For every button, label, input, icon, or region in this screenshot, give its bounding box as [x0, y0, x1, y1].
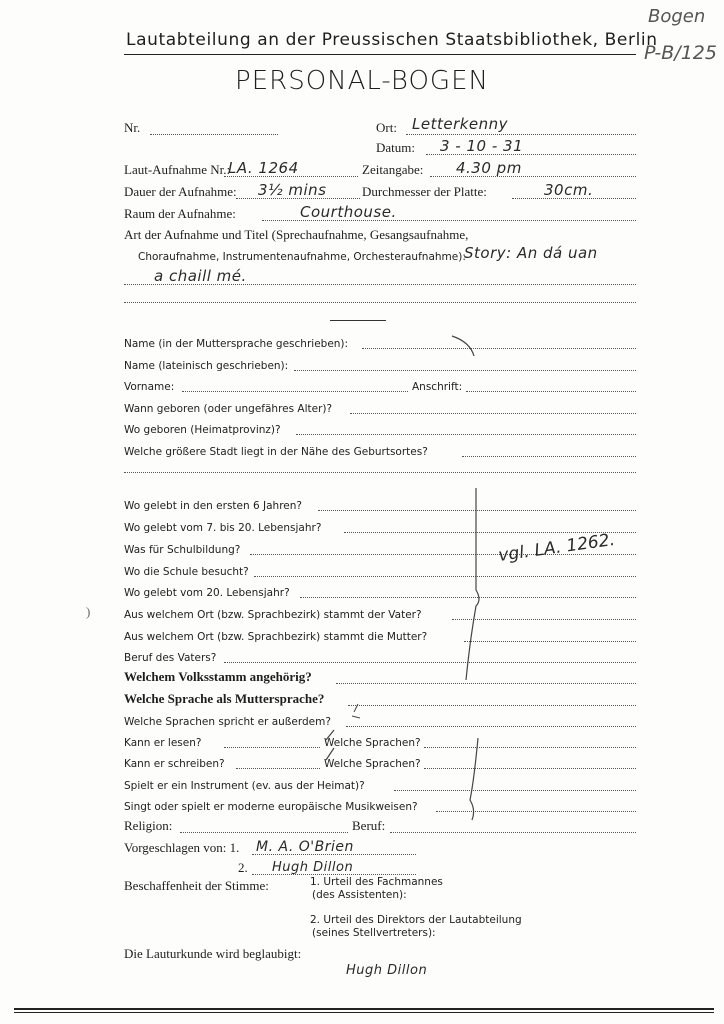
art-value-line1: Story: An dá uan — [464, 244, 598, 262]
schule-label: Wo die Schule besucht? — [124, 566, 249, 578]
vorname-label: Vorname: — [124, 381, 175, 393]
muttersprache-label: Welche Sprache als Muttersprache? — [124, 691, 325, 706]
vorgeschlagen-2-value: Hugh Dillon — [272, 860, 354, 875]
urteil1-line1: 1. Urteil des Fachmannes — [310, 876, 443, 888]
pencil-brace-lower — [470, 738, 478, 820]
stadt-label: Welche größere Stadt liegt in der Nähe des Geburtsortes? — [124, 446, 428, 458]
welche1-label: Welche Sprachen? — [324, 737, 421, 749]
vorgeschlagen-2-number: 2. — [238, 860, 248, 875]
zeit-value: 4.30 pm — [456, 159, 522, 177]
volksstamm-label: Welchem Volksstamm angehörig? — [124, 669, 312, 684]
vorgeschlagen-1-value: M. A. O'Brien — [256, 839, 354, 855]
datum-value: 3 - 10 - 31 — [440, 137, 524, 155]
durch-label: Durchmesser der Platte: — [362, 184, 487, 199]
art-value-line2: a chaill mé. — [154, 267, 247, 285]
beruf-label: Beruf: — [352, 818, 386, 833]
archive-note-line1: Bogen — [648, 6, 706, 27]
urteil2-line1: 2. Urteil des Direktors der Lautabteilung — [310, 914, 522, 926]
ort-value: Letterkenny — [412, 115, 509, 133]
nr-label: Nr. — [124, 120, 141, 135]
gelebt-7-20-label: Wo gelebt vom 7. bis 20. Lebensjahr? — [124, 522, 322, 534]
form-title: PERSONAL-BOGEN — [235, 66, 489, 96]
geboren-wann-label: Wann geboren (oder ungefähres Alter)? — [124, 403, 333, 415]
instrument-label: Spielt er ein Instrument (ev. aus der Heimat)? — [124, 780, 365, 792]
anschrift-label: Anschrift: — [412, 381, 463, 393]
name-latein-label: Name (lateinisch geschrieben): — [124, 360, 289, 372]
geboren-wo-label: Wo geboren (Heimatprovinz)? — [124, 424, 281, 436]
laut-value: LA. 1264 — [228, 159, 299, 177]
gelebt-6-label: Wo gelebt in den ersten 6 Jahren? — [124, 500, 302, 512]
pencil-tick-2 — [326, 748, 334, 760]
ort-vater-label: Aus welchem Ort (bzw. Sprachbezirk) stammt der Vater? — [124, 609, 422, 621]
bottom-frame-line — [14, 1008, 714, 1010]
vorgeschlagen-label: Vorgeschlagen von: 1. — [124, 840, 240, 855]
urteil1-line2: (des Assistenten): — [312, 889, 407, 901]
art-label-line1: Art der Aufnahme und Titel (Sprechaufnahme, Gesangsaufnahme, — [124, 227, 469, 242]
beruf-vater-label: Beruf des Vaters? — [124, 652, 217, 664]
dauer-value: 3½ mins — [258, 181, 327, 199]
pencil-brace-upper — [466, 488, 479, 680]
urteil2-line2: (seines Stellvertreters): — [312, 927, 436, 939]
institution-header: Lautabteilung an der Preussischen Staatsbibliothek, Berlin — [126, 30, 658, 50]
lesen-label: Kann er lesen? — [124, 737, 202, 749]
beglaubigt-label: Die Lauturkunde wird beglaubigt: — [124, 946, 302, 961]
gelebt-20-label: Wo gelebt vom 20. Lebensjahr? — [124, 587, 290, 599]
archive-note-line2: P-B/125 — [644, 42, 717, 64]
ort-label: Ort: — [376, 120, 397, 135]
raum-value: Courthouse. — [300, 203, 397, 221]
musik-label: Singt oder spielt er moderne europäische Musikweisen? — [124, 801, 418, 813]
pencil-hook-stroke — [452, 336, 474, 356]
welche2-label: Welche Sprachen? — [324, 758, 421, 770]
schulbildung-label: Was für Schulbildung? — [124, 544, 241, 556]
religion-label: Religion: — [124, 818, 173, 833]
pencil-tick-1 — [326, 730, 334, 740]
ort-mutter-label: Aus welchem Ort (bzw. Sprachbezirk) stammt die Mutter? — [124, 631, 428, 643]
name-mutter-label: Name (in der Muttersprache geschrieben): — [124, 338, 349, 350]
durch-value: 30cm. — [544, 181, 594, 199]
laut-label: Laut-Aufnahme Nr.: — [124, 162, 231, 177]
art-label-line2: Choraufnahme, Instrumentenaufnahme, Orchesteraufnahme): — [138, 251, 466, 263]
sprachen-label: Welche Sprachen spricht er außerdem? — [124, 716, 331, 728]
margin-mark: ) — [86, 604, 91, 619]
bottom-frame-line-2 — [14, 1012, 714, 1013]
raum-label: Raum der Aufnahme: — [124, 206, 236, 221]
cross-reference-note: vgl. LA. 1262. — [497, 529, 617, 566]
stimme-label: Beschaffenheit der Stimme: — [124, 878, 269, 893]
schreiben-label: Kann er schreiben? — [124, 758, 225, 770]
zeit-label: Zeitangabe: — [362, 162, 424, 177]
pencil-tick-3 — [352, 704, 360, 718]
datum-label: Datum: — [376, 140, 415, 155]
beglaubigt-signature: Hugh Dillon — [346, 963, 428, 978]
dauer-label: Dauer der Aufnahme: — [124, 184, 237, 199]
